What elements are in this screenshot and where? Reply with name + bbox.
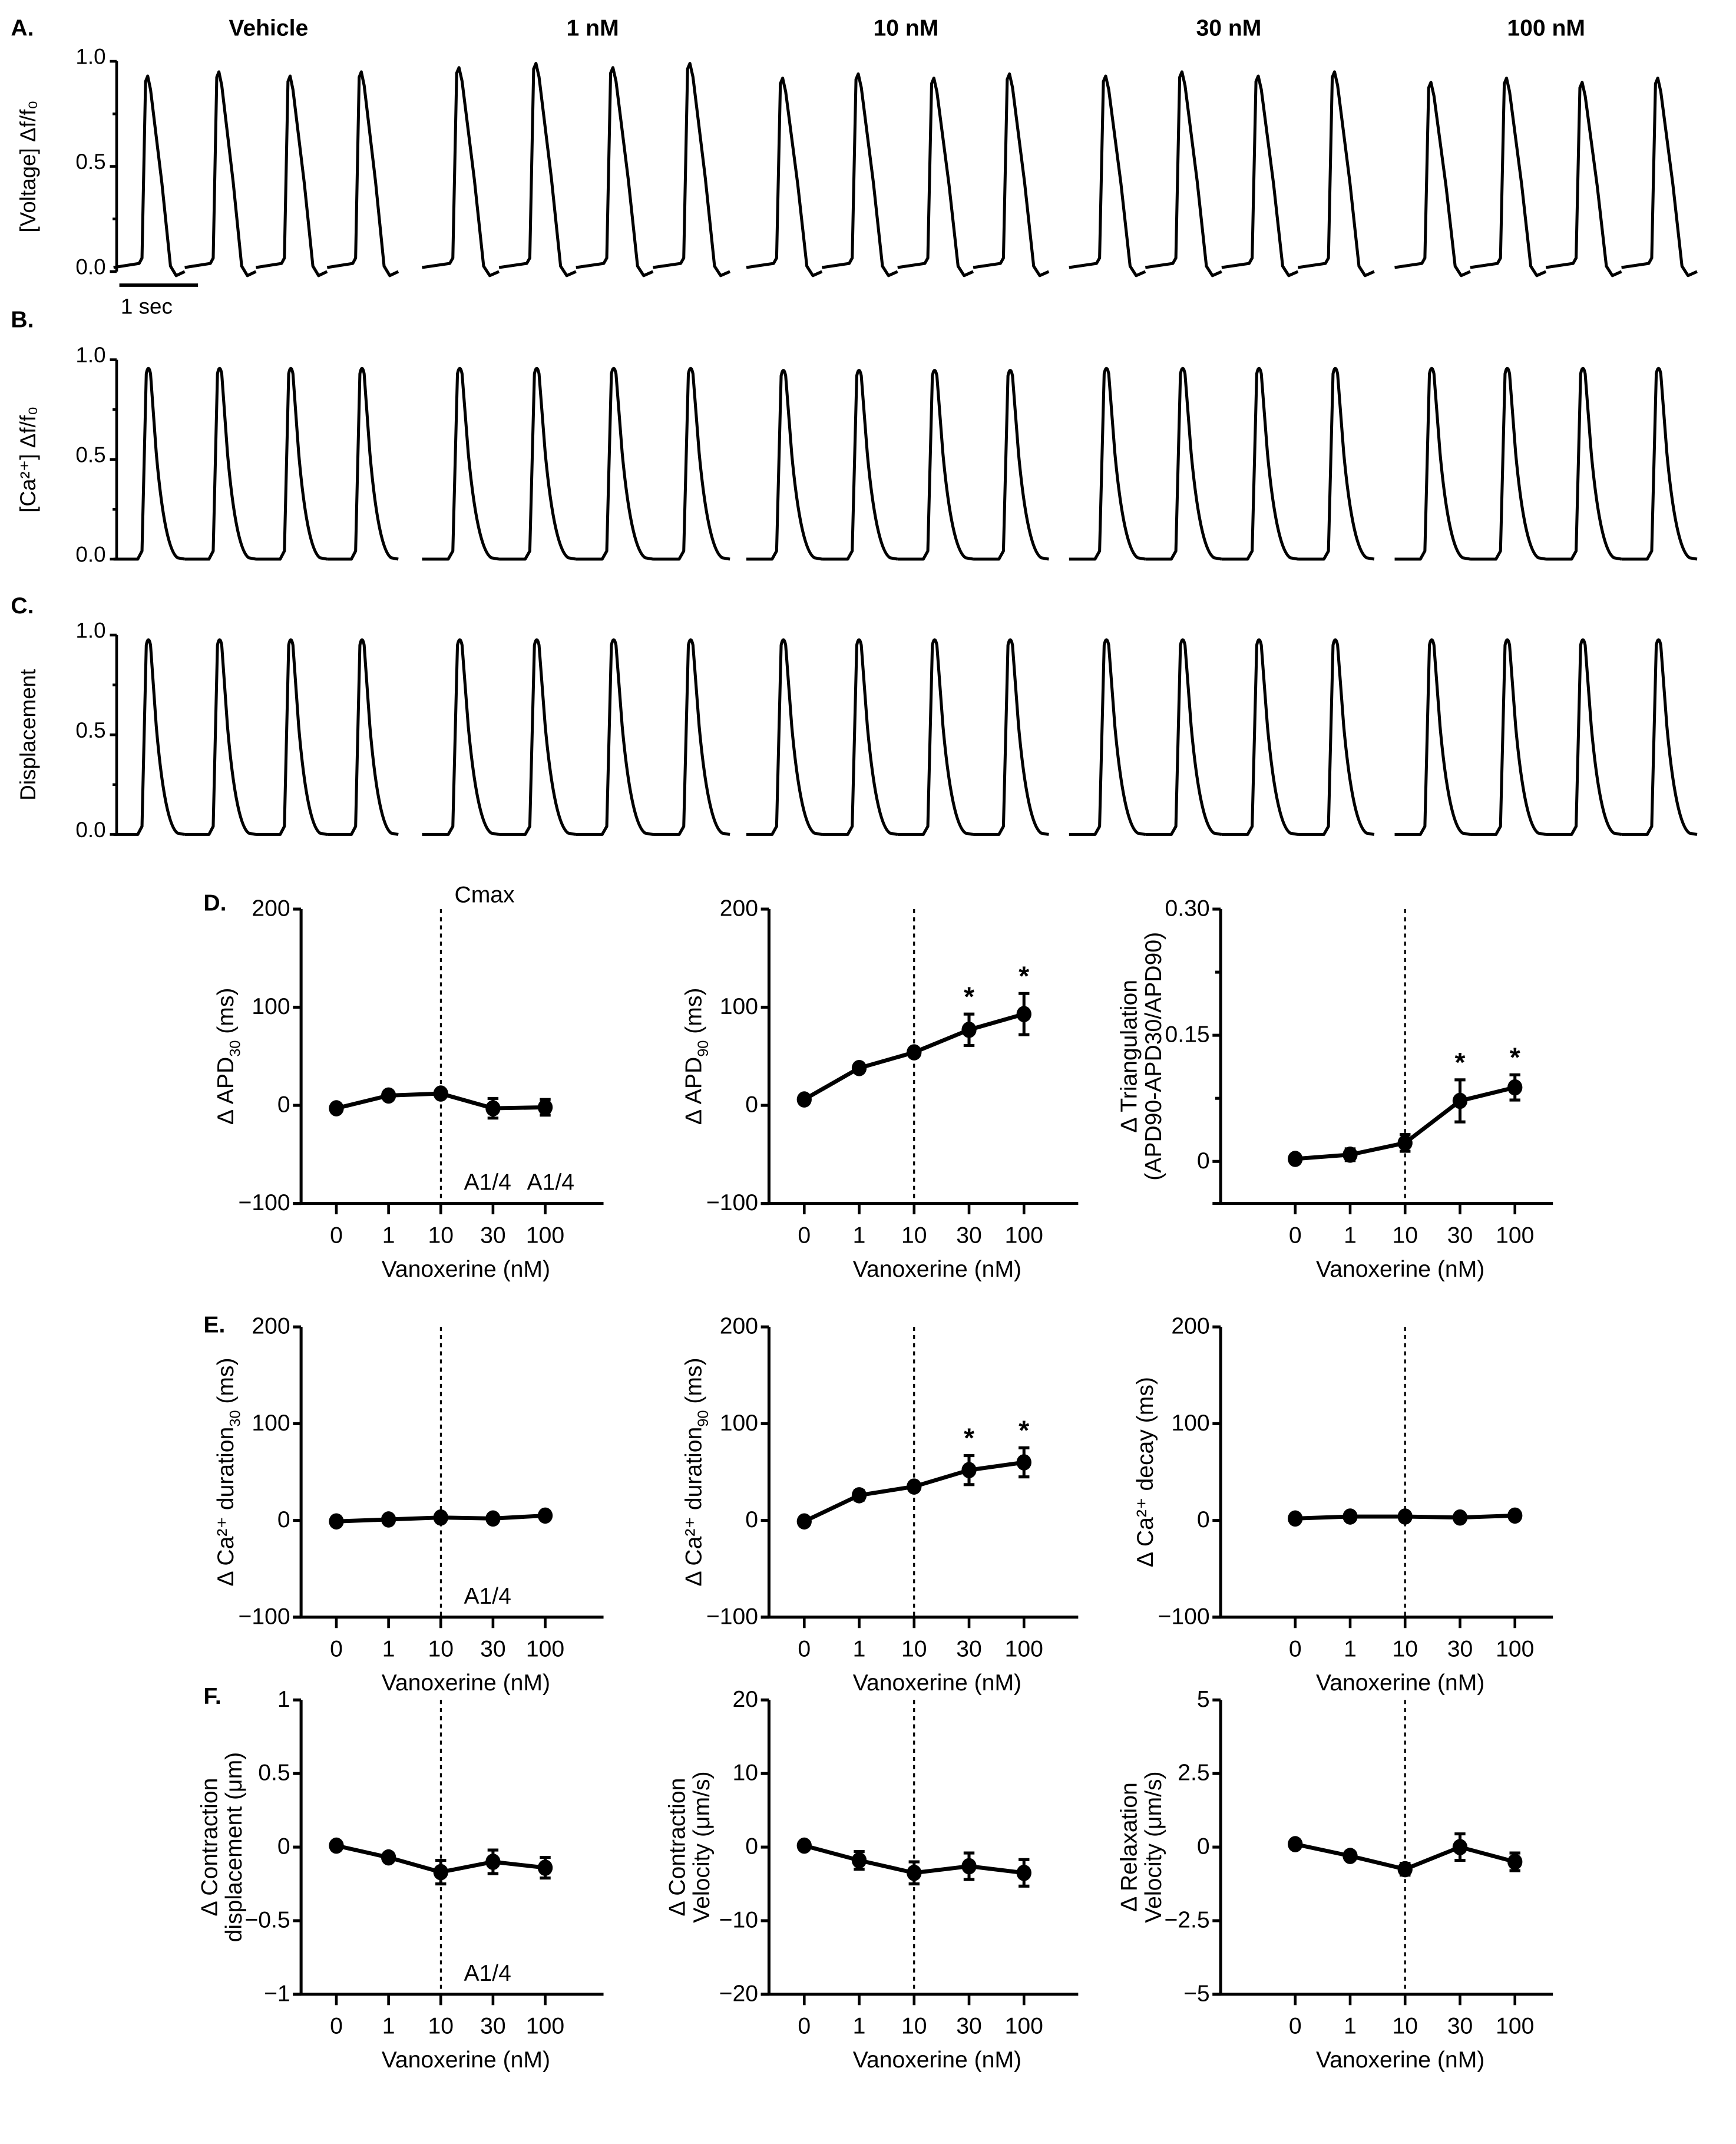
x-tick-label: 0 (1288, 1223, 1302, 1248)
panel-label-d: D. (203, 890, 227, 916)
data-point (329, 1513, 343, 1529)
x-tick-label: 1 (1344, 2013, 1357, 2039)
plot-e2 (681, 1314, 1078, 1696)
data-point (538, 1508, 553, 1524)
x-axis-label: Vanoxerine (nM) (381, 1256, 551, 1282)
y-axis-label: Δ Ca²⁺ duration$_{30}$ (ms) (213, 1357, 244, 1587)
panel-label-b: B. (11, 307, 34, 333)
x-tick-label: 30 (956, 2013, 982, 2039)
y-tick-label: 1 (277, 1686, 290, 1712)
x-axis-label: Vanoxerine (nM) (1316, 1670, 1485, 1696)
y-tick-label: −10 (719, 1907, 759, 1933)
x-tick-label: 0 (330, 2013, 343, 2039)
cmax-label: Cmax (454, 882, 515, 908)
trace-voltage-4 (1395, 78, 1697, 276)
y-tick-label: 10 (732, 1760, 759, 1786)
plot-f2 (665, 1687, 1079, 2073)
y-tick-label: −100 (1158, 1604, 1210, 1630)
x-tick-label: 100 (525, 1636, 565, 1662)
y-tick-label: 200 (1171, 1313, 1210, 1339)
x-tick-label: 1 (382, 1223, 395, 1248)
x-axis-label: Vanoxerine (nM) (381, 1670, 551, 1696)
y-tick-label: 0.0 (75, 255, 106, 279)
y-tick-label: 100 (719, 1410, 759, 1436)
data-point (1017, 1454, 1031, 1471)
data-point (907, 1478, 921, 1495)
x-tick-label: 0 (1288, 2013, 1302, 2039)
y-tick-label: 0.15 (1165, 1022, 1210, 1048)
data-point (1017, 1006, 1031, 1022)
x-tick-label: 10 (1392, 2013, 1418, 2039)
trace-calcium-0 (114, 368, 398, 559)
y-axis-label: Δ Relaxation (1116, 1782, 1142, 1912)
data-point (797, 1838, 812, 1854)
y-tick-label: 1.0 (75, 44, 106, 69)
x-tick-label: 0 (330, 1636, 343, 1662)
data-point (485, 1854, 500, 1870)
data-point (381, 1088, 396, 1104)
x-tick-label: 10 (1392, 1636, 1418, 1662)
data-point (852, 1852, 867, 1869)
y-tick-label: 100 (252, 994, 290, 1020)
condition-title-30nm: 30 nM (1196, 15, 1262, 41)
x-tick-label: 10 (901, 1223, 927, 1248)
x-tick-label: 1 (852, 1636, 866, 1662)
y-tick-label: 0 (277, 1092, 290, 1118)
x-tick-label: 0 (1288, 1636, 1302, 1662)
summary-plots (197, 883, 1553, 2073)
plot-d1 (213, 883, 604, 1282)
data-point (1398, 1861, 1413, 1878)
data-point (1398, 1135, 1413, 1151)
x-tick-label: 10 (428, 2013, 454, 2039)
x-tick-label: 30 (480, 2013, 506, 2039)
x-tick-label: 10 (1392, 1223, 1418, 1248)
y-axis-label: Δ $APD_{30}$ (ms) (213, 987, 244, 1125)
x-tick-label: 30 (1447, 1636, 1473, 1662)
y-tick-label: 200 (252, 896, 290, 921)
y-tick-label: 1.0 (75, 618, 106, 643)
plot-d3 (1116, 896, 1553, 1282)
data-point (1507, 1079, 1522, 1096)
y-tick-label: 0.5 (75, 718, 106, 742)
x-axis-label: Vanoxerine (nM) (381, 2047, 551, 2073)
trace-calcium-4 (1395, 368, 1697, 559)
x-tick-label: 30 (956, 1636, 982, 1662)
data-point (485, 1511, 500, 1527)
trace-calcium-3 (1069, 368, 1374, 559)
x-tick-label: 30 (480, 1636, 506, 1662)
trace-disp-1 (422, 640, 730, 834)
data-point (1288, 1836, 1302, 1852)
condition-title-vehicle: Vehicle (229, 15, 309, 41)
data-point (1288, 1511, 1302, 1527)
trace-panels (16, 45, 1697, 842)
y-tick-label: 0 (1196, 1507, 1210, 1533)
x-tick-label: 100 (1496, 1223, 1535, 1248)
y-tick-label: 1.0 (75, 343, 106, 368)
y-tick-label: 200 (252, 1313, 290, 1339)
x-axis-label: Vanoxerine (nM) (852, 2047, 1022, 2073)
x-tick-label: 30 (480, 1223, 506, 1248)
trace-row-b (16, 343, 1697, 566)
data-point (1017, 1865, 1031, 1881)
data-point (329, 1838, 343, 1854)
data-point (538, 1099, 553, 1116)
trace-disp-0 (114, 640, 398, 834)
significance-asterisk: * (1509, 1042, 1520, 1073)
annotation-label: A1/4 (464, 1170, 511, 1195)
y-axis-label: Δ Triangulation (1116, 980, 1142, 1133)
x-tick-label: 0 (798, 1223, 811, 1248)
y-tick-label: 0 (277, 1507, 290, 1533)
x-axis-label: Vanoxerine (nM) (852, 1670, 1022, 1696)
data-point (961, 1022, 976, 1038)
x-tick-label: 1 (1344, 1636, 1357, 1662)
x-tick-label: 1 (852, 2013, 866, 2039)
y-axis-label: Δ Ca²⁺ decay (ms) (1132, 1377, 1158, 1567)
x-axis-label: Vanoxerine (nM) (1316, 1256, 1485, 1282)
scale-bar-label: 1 sec (120, 294, 173, 319)
panel-label-a: A. (11, 15, 34, 41)
y-axis-label: Δ Contraction (664, 1778, 690, 1917)
y-tick-label: 0.0 (75, 817, 106, 842)
data-point (797, 1091, 812, 1108)
x-tick-label: 0 (798, 2013, 811, 2039)
y-tick-label: 100 (1171, 1410, 1210, 1436)
annotation-label: A1/4 (527, 1170, 575, 1195)
trace-row-c (16, 619, 1697, 842)
condition-title-1nm: 1 nM (566, 15, 619, 41)
data-point (434, 1509, 448, 1526)
y-axis-label-line2: displacement (μm) (221, 1752, 247, 1943)
x-tick-label: 100 (525, 2013, 565, 2039)
y-tick-label: 0 (1196, 1834, 1210, 1859)
y-tick-label: 2.5 (1178, 1760, 1210, 1786)
x-axis-label: Vanoxerine (nM) (1316, 2047, 1485, 2073)
data-point (1398, 1508, 1413, 1525)
significance-asterisk: * (964, 1422, 974, 1453)
x-tick-label: 0 (798, 1636, 811, 1662)
x-tick-label: 100 (1004, 1223, 1043, 1248)
y-tick-label: 0 (745, 1507, 759, 1533)
x-tick-label: 30 (1447, 2013, 1473, 2039)
data-point (907, 1865, 921, 1881)
x-tick-label: 0 (330, 1223, 343, 1248)
data-point (1288, 1151, 1302, 1167)
annotation-label: A1/4 (464, 1583, 511, 1609)
x-tick-label: 1 (852, 1223, 866, 1248)
trace-disp-3 (1069, 640, 1374, 834)
data-point (1453, 1839, 1467, 1855)
trace-voltage-0 (114, 72, 398, 276)
significance-asterisk: * (1454, 1046, 1466, 1078)
data-point (797, 1513, 812, 1529)
trace-disp-2 (746, 640, 1049, 834)
data-point (852, 1060, 867, 1076)
y-tick-label: 20 (732, 1686, 759, 1712)
data-point (1507, 1508, 1522, 1524)
data-point (852, 1487, 867, 1504)
data-point (1342, 1147, 1357, 1163)
y-tick-label: −2.5 (1164, 1907, 1210, 1933)
y-axis-label: Δ $APD_{90}$ (ms) (681, 987, 712, 1125)
significance-asterisk: * (964, 981, 974, 1012)
x-tick-label: 1 (382, 1636, 395, 1662)
data-point (381, 1511, 396, 1528)
y-tick-label: −100 (238, 1604, 290, 1630)
data-point (961, 1858, 976, 1875)
y-tick-label: 0 (745, 1834, 759, 1859)
data-point (485, 1100, 500, 1116)
annotation-label: A1/4 (464, 1960, 511, 1986)
y-tick-label: −0.5 (244, 1907, 290, 1933)
x-tick-label: 100 (1004, 2013, 1043, 2039)
panel-label-c: C. (11, 593, 34, 619)
x-tick-label: 30 (1447, 1223, 1473, 1248)
y-tick-label: 0.5 (75, 442, 106, 467)
trace-calcium-1 (422, 368, 730, 559)
panel-label-e: E. (203, 1312, 226, 1338)
y-tick-label: −1 (264, 1981, 290, 2007)
y-tick-label: −5 (1183, 1981, 1210, 2007)
x-tick-label: 100 (1496, 2013, 1535, 2039)
y-axis-label-line2: Velocity (μm/s) (689, 1771, 715, 1923)
plot-e3 (1133, 1314, 1553, 1696)
x-axis-label: Vanoxerine (nM) (852, 1256, 1022, 1282)
y-axis-label: Displacement (15, 669, 40, 801)
x-tick-label: 10 (428, 1636, 454, 1662)
data-point (907, 1044, 921, 1061)
trace-voltage-3 (1069, 72, 1374, 276)
y-axis-label-line2: Velocity (μm/s) (1140, 1771, 1166, 1923)
condition-title-10nm: 10 nM (873, 15, 939, 41)
y-tick-label: 100 (719, 994, 759, 1020)
data-point (434, 1085, 448, 1102)
y-tick-label: −100 (238, 1190, 290, 1216)
trace-calcium-2 (746, 371, 1049, 559)
y-tick-label: 0.0 (75, 542, 106, 567)
y-axis-label: Δ Contraction (197, 1778, 223, 1917)
plot-e1 (213, 1314, 604, 1696)
trace-disp-4 (1395, 640, 1697, 834)
x-tick-label: 10 (901, 2013, 927, 2039)
data-point (1453, 1093, 1467, 1109)
x-tick-label: 10 (901, 1636, 927, 1662)
y-axis-label: [Ca²⁺] Δf/f₀ (15, 406, 40, 513)
x-tick-label: 100 (1496, 1636, 1535, 1662)
y-tick-label: 0.5 (75, 150, 106, 174)
panel-label-f: F. (203, 1684, 221, 1710)
y-tick-label: 0 (745, 1092, 759, 1118)
y-tick-label: 0.5 (258, 1760, 290, 1786)
plot-f1 (197, 1687, 603, 2073)
y-tick-label: −20 (719, 1981, 759, 2007)
x-tick-label: 100 (525, 1223, 565, 1248)
plot-f3 (1116, 1687, 1553, 2073)
y-axis-label-line2: (APD90-APD30/APD90) (1140, 931, 1166, 1181)
y-tick-label: 0 (277, 1834, 290, 1859)
data-point (538, 1859, 553, 1876)
y-tick-label: 200 (719, 1313, 759, 1339)
trace-voltage-2 (746, 74, 1049, 275)
significance-asterisk: * (1019, 960, 1030, 992)
data-point (961, 1462, 976, 1478)
y-tick-label: 0.30 (1165, 896, 1210, 921)
data-point (381, 1849, 396, 1866)
y-tick-label: 5 (1196, 1686, 1210, 1712)
data-point (1507, 1854, 1522, 1870)
y-tick-label: 200 (719, 896, 759, 921)
y-tick-label: −100 (706, 1604, 759, 1630)
x-tick-label: 1 (382, 2013, 395, 2039)
data-point (1342, 1848, 1357, 1864)
y-tick-label: 100 (252, 1410, 290, 1436)
significance-asterisk: * (1019, 1415, 1030, 1446)
y-axis-label: Δ Ca²⁺ duration$_{90}$ (ms) (681, 1357, 712, 1587)
x-tick-label: 30 (956, 1223, 982, 1248)
x-tick-label: 10 (428, 1223, 454, 1248)
trace-voltage-1 (422, 64, 730, 276)
data-point (1342, 1508, 1357, 1525)
y-tick-label: −100 (706, 1190, 759, 1216)
x-tick-label: 100 (1004, 1636, 1043, 1662)
y-axis-label: [Voltage] Δf/f₀ (15, 100, 40, 233)
data-point (434, 1864, 448, 1881)
plot-d2 (681, 896, 1078, 1282)
data-point (1453, 1509, 1467, 1526)
y-tick-label: 0 (1196, 1148, 1210, 1174)
x-tick-label: 1 (1344, 1223, 1357, 1248)
condition-title-100nm: 100 nM (1507, 15, 1585, 41)
trace-row-a (16, 45, 1697, 279)
data-point (329, 1100, 343, 1116)
